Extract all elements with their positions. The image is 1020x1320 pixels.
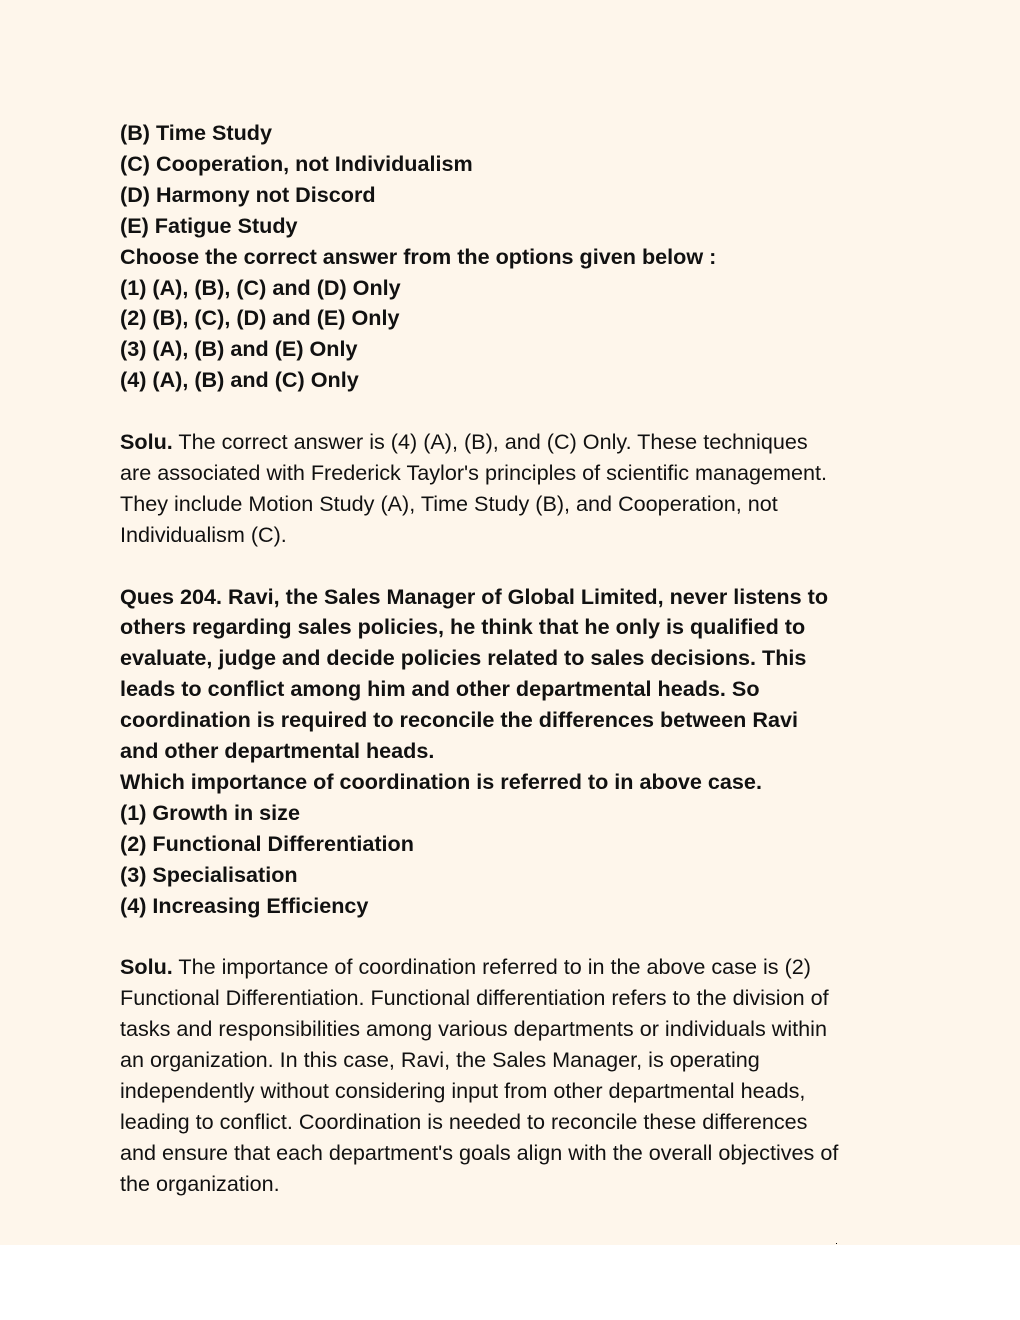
question-203-items — [120, 118, 838, 396]
option: (4) (A), (B) and (C) Only — [120, 367, 359, 393]
option: (2) Functional Differentiation — [120, 830, 414, 856]
question-text: Ques 204. Ravi, the Sales Manager of Global Limited, never listens to — [120, 583, 829, 609]
question-text: coordination is required to reconcile the differences between Ravi — [120, 707, 798, 733]
solution-text: Individualism (C). — [120, 521, 287, 547]
document-content — [120, 118, 838, 1200]
instruction: Choose the correct answer from the options given below : — [120, 243, 717, 269]
item: (C) Cooperation, not Individualism — [120, 150, 473, 176]
solution-text: and ensure that each department's goals align with the overall objectives of — [120, 1139, 839, 1165]
solution-text: the organization. — [120, 1170, 280, 1196]
item: (D) Harmony not Discord — [120, 181, 376, 207]
solution-204 — [120, 952, 838, 1199]
option: (3) (A), (B) and (E) Only — [120, 336, 358, 362]
question-text: others regarding sales policies, he think that he only is qualified to — [120, 614, 806, 640]
item: (E) Fatigue Study — [120, 212, 298, 238]
solution-text: independently without considering input from other departmental heads, — [120, 1078, 806, 1104]
question-204 — [120, 582, 838, 922]
option: (1) (A), (B), (C) and (D) Only — [120, 274, 401, 300]
item: (B) Time Study — [120, 120, 272, 145]
option: (1) Growth in size — [120, 799, 300, 825]
stray-mark — [836, 1243, 837, 1244]
option: (4) Increasing Efficiency — [120, 892, 369, 918]
option: (3) Specialisation — [120, 861, 298, 887]
solution-text: The correct answer is (4) (A), (B), and (C) Only. These techniques — [172, 429, 808, 455]
question-text: evaluate, judge and decide policies related to sales decisions. This — [120, 645, 807, 671]
solution-text: an organization. In this case, Ravi, the Sales Manager, is operating — [120, 1047, 760, 1073]
solution-label: Solu. — [120, 954, 173, 980]
solution-label: Solu. — [120, 429, 173, 455]
solution-text: The importance of coordination referred to in the above case is (2) — [172, 954, 811, 980]
solution-text: tasks and responsibilities among various departments or individuals within — [120, 1016, 827, 1042]
question-text: and other departmental heads. — [120, 738, 435, 764]
question-text: leads to conflict among him and other departmental heads. So — [120, 676, 760, 702]
solution-text: leading to conflict. Coordination is needed to reconcile these differences — [120, 1108, 808, 1134]
solution-text: They include Motion Study (A), Time Study (B), and Cooperation, not — [120, 490, 778, 516]
solution-text: are associated with Frederick Taylor's principles of scientific management. — [120, 459, 828, 485]
option: (2) (B), (C), (D) and (E) Only — [120, 305, 400, 331]
solution-203 — [120, 427, 838, 551]
solution-text: Functional Differentiation. Functional differentiation refers to the division of — [120, 985, 829, 1011]
question-text: Which importance of coordination is referred to in above case. — [120, 769, 762, 794]
